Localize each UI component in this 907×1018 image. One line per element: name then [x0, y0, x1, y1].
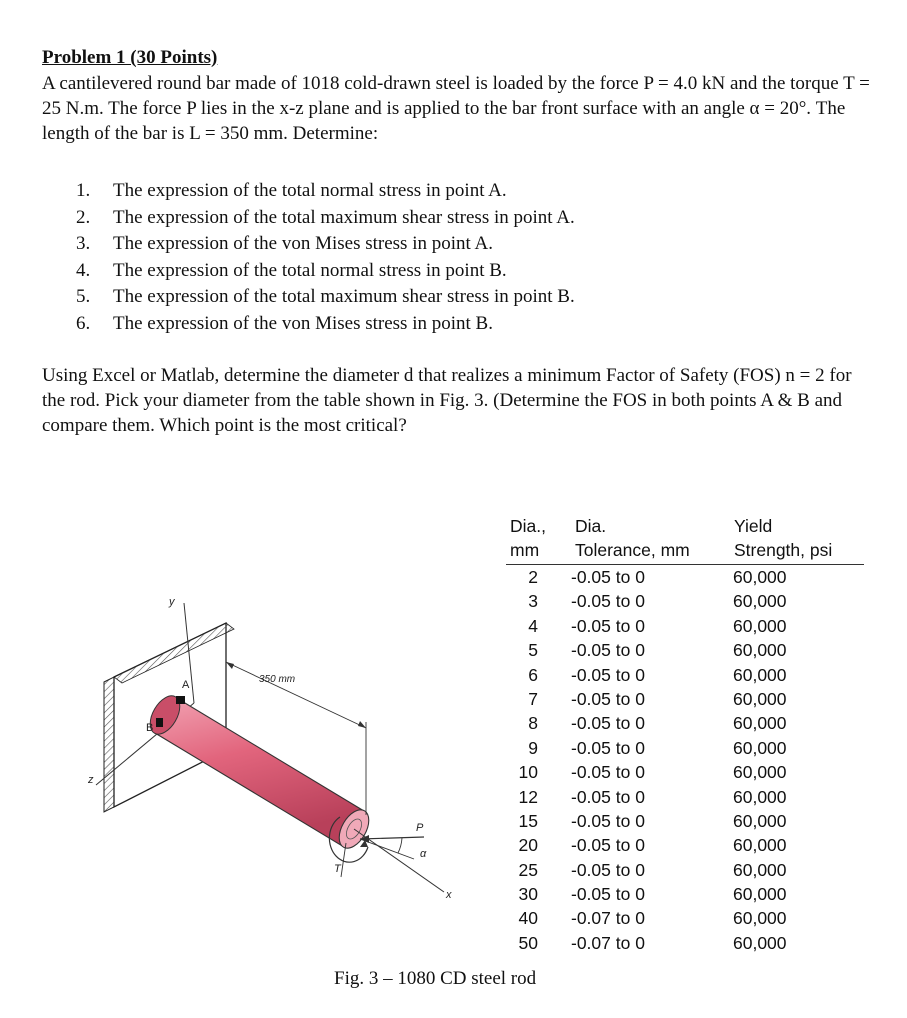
- task-item: [76, 231, 575, 258]
- length-label: 350 mm: [259, 674, 296, 685]
- cell-tolerance: -0.05 to 0: [571, 591, 645, 612]
- table-row: [506, 760, 864, 784]
- table-row: [506, 663, 864, 687]
- cell-tolerance: -0.05 to 0: [571, 810, 645, 831]
- cell-dia: 15: [518, 810, 538, 831]
- task-item: [76, 258, 575, 285]
- cell-dia: 3: [528, 591, 538, 612]
- header-yield: Yield Strength, psi: [734, 516, 833, 561]
- cell-yield: 60,000: [733, 932, 787, 953]
- cell-tolerance: -0.05 to 0: [571, 884, 645, 905]
- point-a-label: A: [182, 679, 190, 691]
- cell-yield: 60,000: [733, 810, 787, 831]
- cell-dia: 25: [518, 859, 538, 880]
- problem-title: Problem 1 (30 Points): [42, 47, 218, 68]
- task-text: The expression of the total normal stress in point A.: [113, 180, 507, 201]
- cell-tolerance: -0.05 to 0: [571, 567, 645, 587]
- header-dia: Dia., mm: [510, 516, 546, 561]
- table-row: [506, 931, 864, 955]
- cell-yield: 60,000: [733, 737, 787, 758]
- table-row: [506, 882, 864, 906]
- diameter-table: [506, 514, 864, 955]
- table-body: [506, 565, 864, 955]
- cell-yield: 60,000: [733, 640, 787, 661]
- problem-intro: A cantilevered round bar made of 1018 cold-drawn steel is loaded by the force P = 4.0 kN and the torque T = 25 N.m. The force P lies in the x-z plane and is applied to the bar front surface with an angle α = 20°. The length of the bar is L = 350 mm. Determine:: [42, 73, 870, 144]
- table-row: [506, 785, 864, 809]
- table-row: [506, 833, 864, 857]
- cell-dia: 4: [528, 615, 538, 636]
- cell-tolerance: -0.05 to 0: [571, 664, 645, 685]
- cell-dia: 9: [528, 737, 538, 758]
- task-number: 3.: [76, 233, 91, 254]
- torque-label: T: [334, 863, 341, 875]
- task-text: The expression of the total normal stress in point B.: [113, 259, 507, 281]
- task-text: The expression of the total maximum shear stress in point A.: [113, 206, 575, 228]
- cell-dia: 50: [518, 932, 538, 953]
- task-item: [76, 178, 575, 205]
- task-text: The expression of the von Mises stress in point A.: [113, 233, 493, 254]
- cell-dia: 10: [518, 762, 538, 783]
- table-row: [506, 687, 864, 711]
- cell-tolerance: -0.05 to 0: [571, 640, 645, 661]
- cell-tolerance: -0.05 to 0: [571, 615, 645, 636]
- cell-dia: 6: [528, 664, 538, 685]
- task-text: The expression of the total maximum shear stress in point B.: [113, 286, 575, 307]
- task-number: 1.: [76, 180, 91, 201]
- figure-caption: Fig. 3 – 1080 CD steel rod: [334, 968, 537, 989]
- cell-dia: 7: [528, 688, 538, 709]
- cell-yield: 60,000: [733, 786, 787, 807]
- task-text: The expression of the von Mises stress in point B.: [113, 312, 493, 334]
- cell-yield: 60,000: [733, 713, 787, 734]
- cell-dia: 20: [518, 835, 538, 856]
- task-item: [76, 284, 575, 311]
- task-number: 6.: [76, 312, 91, 334]
- cell-tolerance: -0.05 to 0: [571, 737, 645, 758]
- cell-yield: 60,000: [733, 591, 787, 612]
- cell-dia: 2: [528, 567, 538, 587]
- cell-yield: 60,000: [733, 688, 787, 709]
- task-number: 4.: [76, 259, 91, 281]
- task-number: 5.: [76, 286, 91, 307]
- cantilever-rod-figure: [76, 585, 471, 905]
- table-header: [506, 514, 864, 565]
- z-axis-label: z: [88, 774, 94, 786]
- cell-dia: 5: [528, 640, 538, 661]
- cell-yield: 60,000: [733, 762, 787, 783]
- task-number: 2.: [76, 206, 91, 228]
- cell-yield: 60,000: [733, 615, 787, 636]
- cell-tolerance: -0.07 to 0: [571, 908, 645, 929]
- table-row: [506, 614, 864, 638]
- cell-tolerance: -0.05 to 0: [571, 688, 645, 709]
- alpha-label: α: [420, 848, 427, 860]
- cell-dia: 8: [528, 713, 538, 734]
- cell-yield: 60,000: [733, 859, 787, 880]
- cell-tolerance: -0.07 to 0: [571, 932, 645, 953]
- table-row: [506, 638, 864, 662]
- table-row: [506, 711, 864, 735]
- x-axis-label: x: [446, 889, 452, 901]
- cell-dia: 40: [518, 908, 538, 929]
- task-item: [76, 311, 575, 338]
- point-a-marker: [176, 696, 185, 704]
- table-row: [506, 736, 864, 760]
- force-label: P: [416, 822, 424, 834]
- cell-tolerance: -0.05 to 0: [571, 786, 645, 807]
- cell-yield: 60,000: [733, 664, 787, 685]
- table-row: [506, 809, 864, 833]
- y-axis-label: y: [169, 596, 175, 608]
- cell-tolerance: -0.05 to 0: [571, 859, 645, 880]
- cell-tolerance: -0.05 to 0: [571, 713, 645, 734]
- point-b-marker: [156, 718, 163, 727]
- cell-dia: 30: [518, 884, 538, 905]
- task-list: [76, 178, 575, 337]
- cell-dia: 12: [518, 786, 538, 807]
- table-row: [506, 565, 864, 589]
- table-row: [506, 858, 864, 882]
- cell-yield: 60,000: [733, 884, 787, 905]
- cell-yield: 60,000: [733, 908, 787, 929]
- table-row: [506, 906, 864, 930]
- cell-yield: 60,000: [733, 567, 787, 587]
- cell-tolerance: -0.05 to 0: [571, 835, 645, 856]
- task-item: [76, 205, 575, 232]
- table-row: [506, 589, 864, 613]
- problem-instructions: Using Excel or Matlab, determine the diameter d that realizes a minimum Factor of Safety (FOS) n = 2 for the rod. Pick your diameter from the table shown in Fig. 3. (Determine the FOS in both points A & B and compare them. Which point is the most critical?: [42, 365, 852, 436]
- point-b-label: B: [146, 722, 154, 734]
- cell-yield: 60,000: [733, 835, 787, 856]
- header-tolerance: Dia. Tolerance, mm: [575, 516, 690, 561]
- cell-tolerance: -0.05 to 0: [571, 762, 645, 783]
